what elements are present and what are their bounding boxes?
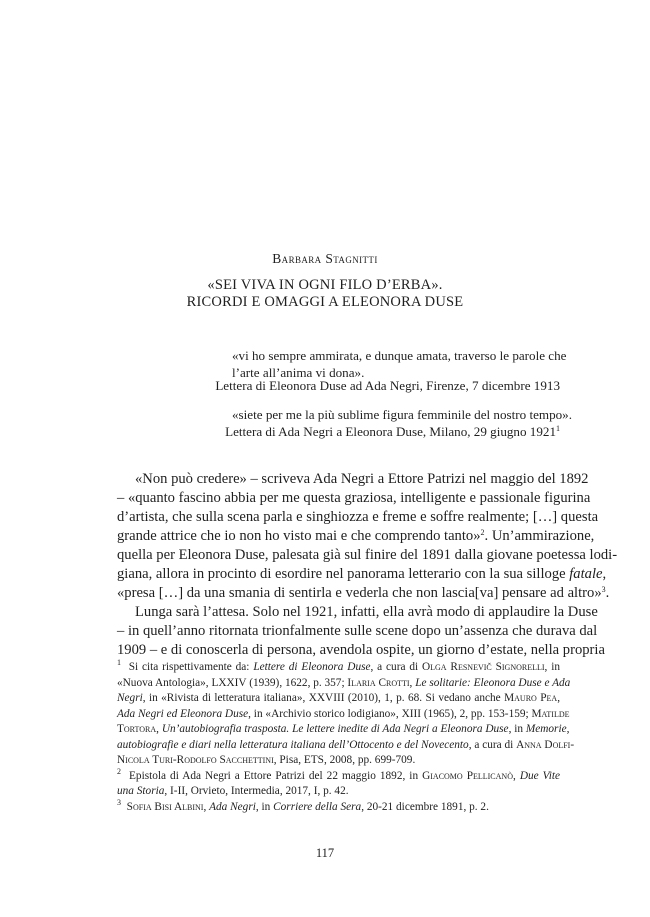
footnote-1 [117, 660, 560, 676]
footnote-1-line [117, 738, 575, 754]
body-line [117, 565, 607, 584]
body-line: – «quanto fascino abbia per me questa graziosa, intelligente e passionale figurina [117, 490, 591, 506]
fn-text: Epistola di Ada Negri a Ettore Patrizi del 22 maggio 1892, in [129, 769, 423, 782]
fn-smallcaps: Nicola Turi-Rodolfo Sacchettini [117, 754, 274, 766]
body-line: 1909 – e di conoscerla di persona, avendola ospite, un giorno d’estate, nella propria [117, 642, 605, 658]
epigraph-1-line1: «vi ho sempre ammirata, e dunque amata, traverso le parole che [232, 348, 567, 363]
footnote-number: 1 [117, 658, 121, 667]
epigraph-2-source [225, 423, 560, 440]
footnotes [117, 658, 575, 815]
fn-smallcaps: Mauro Pea [504, 692, 558, 704]
fn-italic: Ada Negri ed Eleonora Duse [117, 707, 249, 720]
fn-text: , in [508, 723, 526, 735]
fn-text: , [409, 676, 416, 689]
footnote-1-line [117, 722, 570, 738]
fn-text: , [203, 800, 210, 813]
article-author: Barbara Stagnitti [272, 251, 378, 266]
footnote-1-line [117, 707, 570, 723]
body-line: «Non può credere» – scriveva Ada Negri a Ettore Patrizi nel maggio del 1892 [135, 471, 589, 487]
body-line-text: . Un’ammirazione, [484, 528, 595, 544]
fn-text: Si cita rispettivamente da: [128, 661, 254, 673]
fn-italic: Le solitarie: Eleonora Duse e Ada [415, 676, 571, 689]
article-title-line1: «SEI VIVA IN OGNI FILO D’ERBA». [207, 277, 443, 293]
fn-text: , in [255, 800, 274, 813]
body-line-text: giana, allora in procinto di esordire nel panorama letterario con la sua silloge [117, 566, 570, 582]
body-line: d’artista, che sulla scena parla e singhiozza e freme e soffre realmente; […] questa [117, 509, 599, 525]
fn-italic: Negri [117, 692, 143, 704]
epigraph-2-line1: «siete per me la più sublime figura femminile del nostro tempo». [232, 407, 572, 422]
fn-text: , 20-21 dicembre 1891, p. 2. [361, 800, 489, 813]
fn-smallcaps: Olga Resnevič Signorelli [421, 661, 545, 673]
footnote-1-line [117, 753, 560, 769]
page-number: 117 [315, 846, 335, 860]
fn-italic: una Storia [117, 785, 165, 797]
fn-smallcaps: Ilaria Crotti [347, 676, 410, 689]
fn-text: , [156, 723, 162, 735]
footnote-number: 2 [117, 766, 121, 776]
footnote-2-line [117, 784, 560, 800]
body-line-text: , [602, 566, 607, 582]
body-italic: fatale [569, 566, 603, 582]
fn-text: , [512, 769, 520, 782]
fn-smallcaps: Giacomo Pellicanò [422, 769, 513, 782]
fn-text: , I-II, Orvieto, Intermedia, 2017, I, p. 42. [164, 785, 349, 797]
footnote-1-line [117, 691, 560, 707]
fn-text: , in [544, 661, 561, 673]
fn-smallcaps: Anna Dolfi- [516, 738, 575, 751]
fn-italic: Memorie, [525, 723, 570, 735]
epigraph-1-line2: l’arte all’anima vi dona». [232, 365, 365, 380]
fn-italic: Corriere della Sera [273, 800, 362, 813]
fn-text: , in «Rivista di letteratura italiana», XXVIII (2010), 1, p. 68. Si vedano anche [142, 692, 505, 704]
body-line [117, 584, 610, 603]
epigraph-1-source: Lettera di Eleonora Duse ad Ada Negri, Firenze, 7 dicembre 1913 [215, 378, 560, 393]
body-line: Lunga sarà l’attesa. Solo nel 1921, infatti, ella avrà modo di applaudire la Duse [135, 604, 598, 620]
footnote-2 [117, 766, 561, 785]
body-line-text: «presa […] da una smania di sentirla e vederla che non lascia[va] pensare ad altro» [117, 585, 602, 601]
body-line: quella per Eleonora Duse, palesata già sul finire del 1891 dalla giovane poetessa lodi- [117, 547, 618, 563]
body-line: – in quell’anno ritornata trionfalmente sulle scene dopo un’assenza che durava dal [117, 623, 598, 639]
fn-smallcaps: Tortora [117, 723, 157, 735]
footnote-ref-1: 1 [556, 424, 560, 433]
body-line-text: grande attrice che io non ho visto mai e che comprendo tanto» [117, 528, 481, 544]
fn-italic: Un’autobiografia trasposta. Le lettere inedite di Ada Negri a Eleonora Duse [161, 723, 509, 735]
footnote-3 [117, 797, 560, 816]
fn-text: , a cura di [468, 738, 517, 751]
fn-text: «Nuova Antologia», LXXIV (1939), 1622, p. 357; [117, 676, 348, 689]
body-line-text: . [605, 585, 610, 601]
fn-smallcaps: Matilde [531, 707, 570, 720]
body-line [117, 527, 595, 546]
body-text [117, 470, 618, 660]
fn-italic: Lettere di Eleonora Duse [253, 661, 371, 673]
epigraph-2-source-text: Lettera di Ada Negri a Eleonora Duse, Milano, 29 giugno 1921 [225, 424, 556, 439]
fn-text: , in «Archivio storico lodigiano», XIII (1965), 2, pp. 153-159; [248, 707, 532, 720]
footnote-1-line [117, 676, 571, 692]
fn-text: , a cura di [370, 661, 422, 673]
footnote-ref-2: 2 [480, 528, 485, 537]
fn-smallcaps: Sofia Bisi Albini [126, 800, 204, 813]
fn-italic: Due Vite [519, 769, 561, 782]
fn-italic: autobiografie e diari nella letteratura italiana dell’Ottocento e del Novecento [117, 738, 469, 751]
fn-italic: Ada Negri [209, 800, 256, 813]
footnote-ref-3: 3 [601, 585, 606, 594]
article-title-line2: RICORDI E OMAGGI A ELEONORA DUSE [186, 294, 464, 310]
footnote-number: 3 [117, 797, 121, 807]
fn-text: , [557, 692, 561, 704]
fn-text: , Pisa, ETS, 2008, pp. 699-709. [273, 754, 416, 766]
